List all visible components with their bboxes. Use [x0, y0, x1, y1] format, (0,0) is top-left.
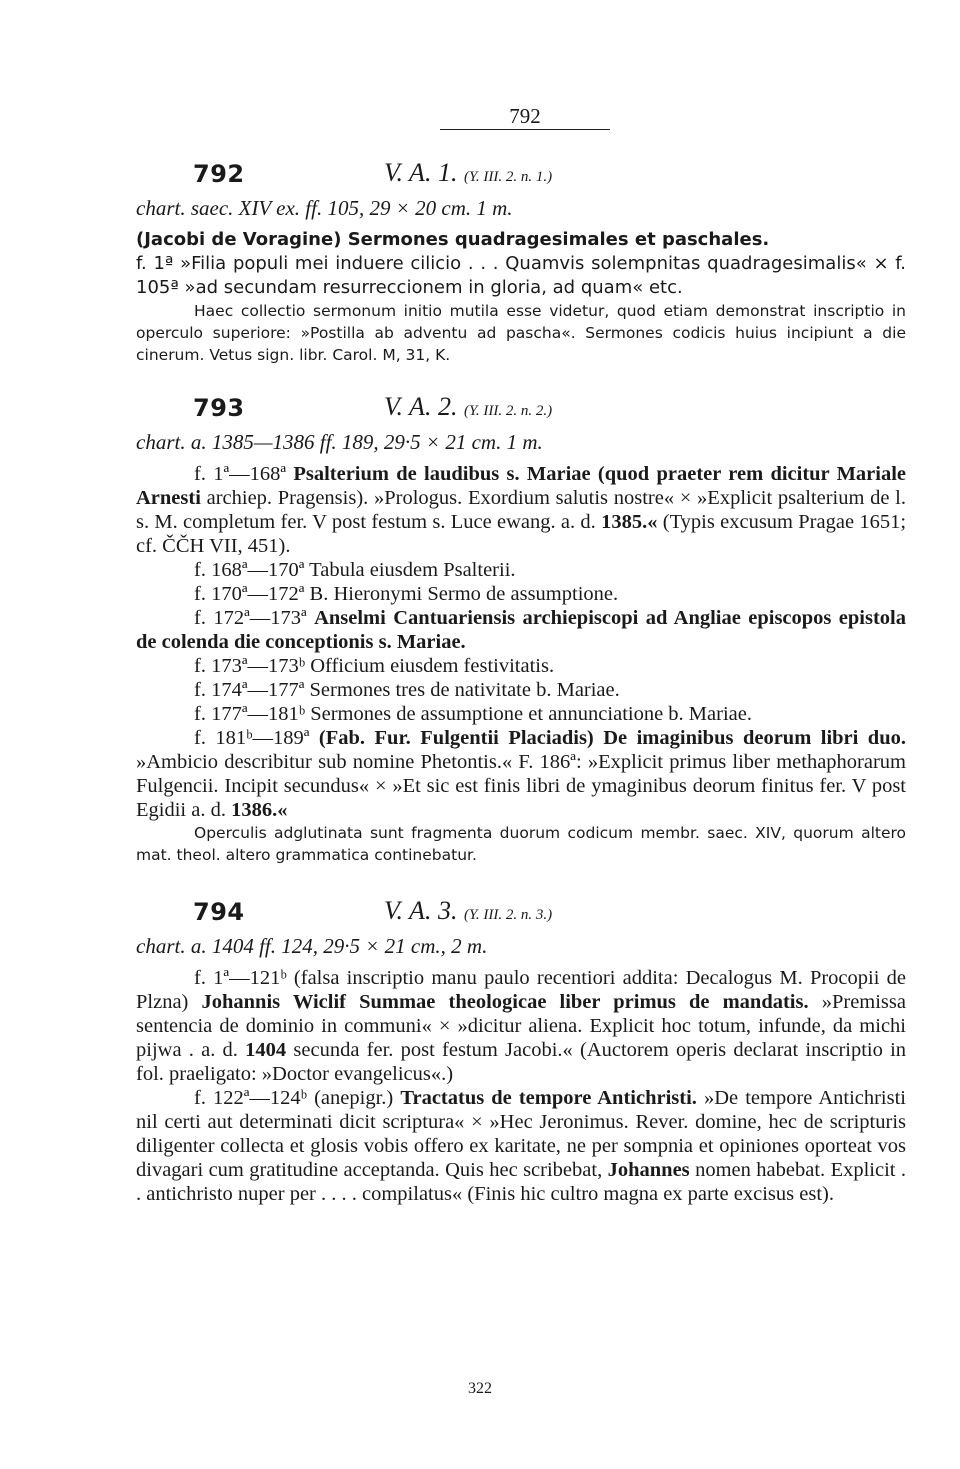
entry-note: Haec collectio sermonum initio mutila esse videtur, quod etiam demonstrat inscriptio in operculo superiore: »Postilla ab adventu ad pascha«. Sermones codicis huius incipiunt a die cinerum. Vetus sign. libr. Carol. M, 31, K.	[136, 302, 906, 364]
content-item: f. 172ª—173ª Anselmi Cantuariensis archiepiscopi ad Angliae episcopos epistola de colenda die conceptionis s. Mariae.	[136, 607, 906, 653]
entry-signature: V. A. 1. (Y. III. 2. n. 1.)	[384, 158, 553, 187]
entry-note: Operculis adglutinata sunt fragmenta duorum codicum membr. saec. XIV, quorum altero mat. theol. altero grammatica continebatur.	[136, 824, 906, 864]
content-item: f. 173ª—173ᵇ Officium eiusdem festivitatis.	[194, 655, 555, 677]
entry-794	[136, 896, 906, 1206]
entry-incipit: f. 1ª »Filia populi mei induere cilicio . . . Quamvis solempnitas quadragesimalis« × f. 105ª »ad secundam resurreccionem in gloria, ad quam« etc.	[136, 253, 906, 298]
old-signature: (Y. III. 2. n. 1.)	[463, 169, 553, 185]
entry-number: 794	[193, 898, 245, 926]
old-signature: (Y. III. 2. n. 3.)	[463, 907, 553, 923]
entry-meta: chart. a. 1385—1386 ff. 189, 29·5 × 21 cm. 1 m.	[136, 430, 543, 454]
content-item: f. 168ª—170ª Tabula eiusdem Psalterii.	[194, 559, 516, 581]
entry-heading	[136, 158, 906, 192]
catalog-content	[136, 158, 906, 1206]
old-signature: (Y. III. 2. n. 2.)	[463, 403, 553, 419]
entry-signature: V. A. 3. (Y. III. 2. n. 3.)	[384, 896, 553, 925]
content-item: f. 170ª—172ª B. Hieronymi Sermo de assumptione.	[194, 583, 619, 605]
entry-meta: chart. a. 1404 ff. 124, 29·5 × 21 cm., 2 m.	[136, 934, 488, 958]
content-item: f. 181ᵇ—189ª (Fab. Fur. Fulgentii Placiadis) De imaginibus deorum libri duo. »Ambicio describitur sub nomine Phetontis.« F. 186ª: »Explicit primus liber methaphorarum Fulgencii. Incipit secundus« × »Et sic est finis libri de ymaginibus deorum finitus fer. V post Egidii a. d. 1386.«	[136, 727, 906, 821]
page-number-header: 792	[509, 104, 541, 128]
page-number-footer: 322	[468, 1380, 492, 1397]
content-item: f. 177ª—181ᵇ Sermones de assumptione et annunciatione b. Mariae.	[194, 703, 752, 725]
entry-signature: V. A. 2. (Y. III. 2. n. 2.)	[384, 392, 553, 421]
content-item: f. 122ª—124ᵇ (anepigr.) Tractatus de tempore Antichristi. »De tempore Antichristi nil certi aut determinati dicit scriptura« × »Hec Jeronimus. Rever. domine, hec de scripturis diligenter collecta et glosis vobis offero ex karitate, ne per sompnia et opiniones oporteat vos divagari cum gratitudine acceptanda. Quis hec scribebat, Johannes nomen habebat. Explicit . . antichristo nuper per . . . . compilatus« (Finis hic cultro magna ex parte excisus est).	[136, 1087, 907, 1205]
entry-number: 792	[193, 160, 245, 188]
entry-heading	[136, 896, 906, 930]
content-item: f. 174ª—177ª Sermones tres de nativitate b. Mariae.	[194, 679, 620, 701]
header-rule	[440, 129, 610, 130]
entry-792	[136, 158, 906, 366]
entry-793	[136, 392, 906, 866]
entry-heading	[136, 392, 906, 426]
content-item: f. 1ª—168ª Psalterium de laudibus s. Mariae (quod praeter rem dicitur Mariale Arnesti archiep. Pragensis). »Prologus. Exordium salutis nostre« × »Explicit psalterium de l. s. M. completum fer. V post festum s. Luce ewang. a. d. 1385.« (Typis excusum Pragae 1651; cf. ČČH VII, 451).	[136, 463, 907, 557]
entry-number: 793	[193, 394, 245, 422]
entry-title: (Jacobi de Voragine) Sermones quadragesimales et paschales.	[136, 229, 770, 250]
content-item: f. 1ª—121ᵇ (falsa inscriptio manu paulo recentiori addita: Decalogus M. Procopii de Plzna) Johannis Wiclif Summae theologicae liber primus de mandatis. »Premissa sentencia de dominio in communi« × »dicitur aliena. Explicit hoc totum, infunde, da michi pijwa . a. d. 1404 secunda fer. post festum Jacobi.« (Auctorem operis declarat inscriptio in fol. praeligato: »Doctor evangelicus«.)	[136, 967, 907, 1085]
entry-meta: chart. saec. XIV ex. ff. 105, 29 × 20 cm. 1 m.	[136, 196, 513, 220]
